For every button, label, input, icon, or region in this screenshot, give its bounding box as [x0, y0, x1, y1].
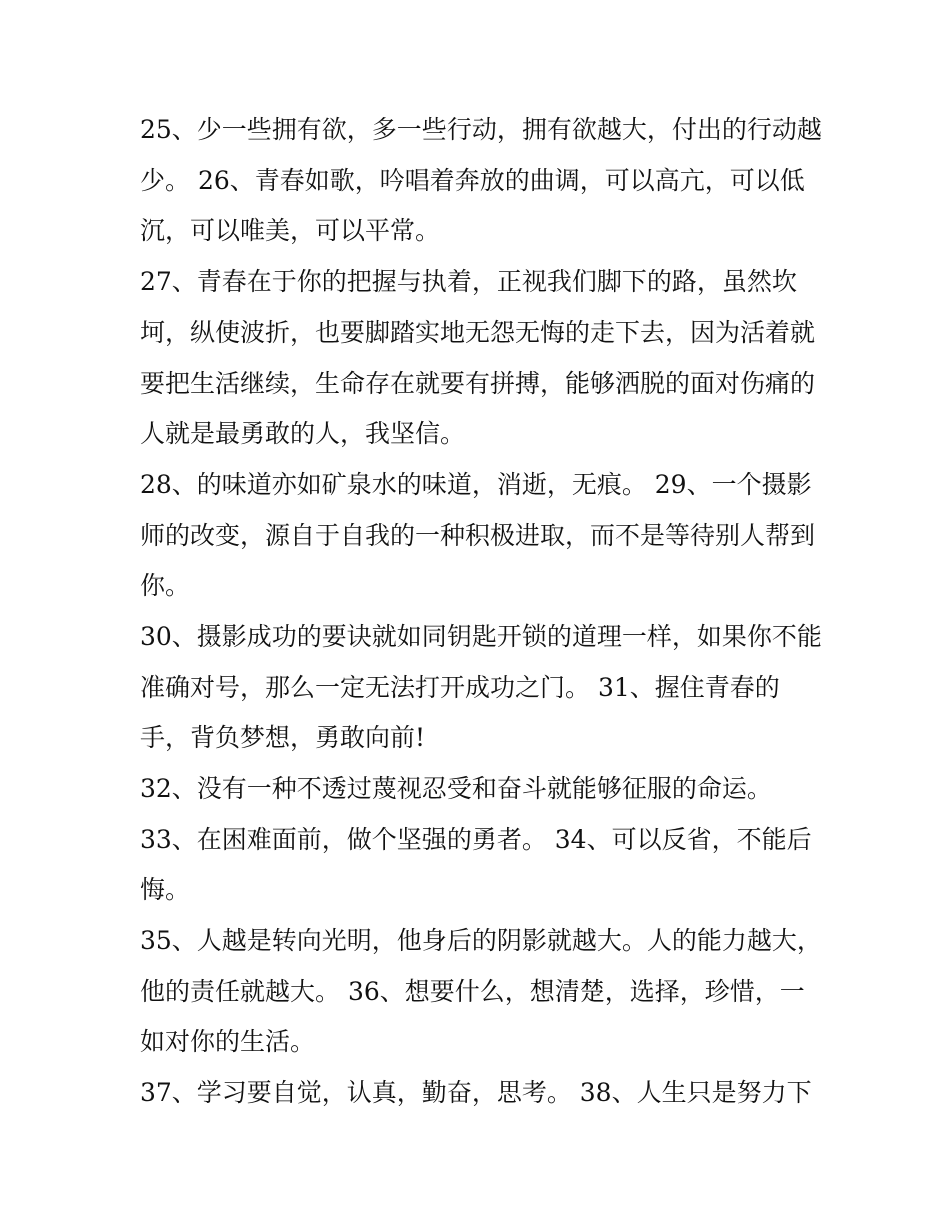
text-line: 35、人越是转向光明，他身后的阴影就越大。人的能力越大，: [140, 926, 822, 955]
text-line: 要把生活继续，生命存在就要有拼搏，能够洒脱的面对伤痛的: [140, 369, 816, 398]
text-line: 33、在困难面前，做个坚强的勇者。 34、可以反省，不能后: [140, 825, 812, 854]
text-line: 37、学习要自觉，认真，勤奋，思考。 38、人生只是努力下: [140, 1078, 812, 1107]
text-line: 手，背负梦想，勇敢向前!: [140, 723, 426, 752]
text-line: 30、摄影成功的要诀就如同钥匙开锁的道理一样，如果你不能: [140, 622, 822, 651]
text-line: 你。: [140, 571, 191, 600]
text-line: 他的责任就越大。 36、想要什么，想清楚，选择，珍惜，一: [140, 977, 805, 1006]
text-line: 沉，可以唯美，可以平常。: [140, 216, 441, 245]
text-line: 28、的味道亦如矿泉水的味道，消逝，无痕。 29、一个摄影: [140, 470, 812, 499]
text-line: 坷，纵使波折，也要脚踏实地无怨无悔的走下去，因为活着就: [140, 318, 816, 347]
text-line: 少。 26、青春如歌，吟唱着奔放的曲调，可以高亢，可以低: [140, 166, 805, 195]
text-line: 准确对号，那么一定无法打开成功之门。 31、握住青春的: [140, 673, 780, 702]
text-line: 25、少一些拥有欲，多一些行动，拥有欲越大，付出的行动越: [140, 115, 822, 144]
text-line: 27、青春在于你的把握与执着，正视我们脚下的路，虽然坎: [140, 267, 797, 296]
text-line: 如对你的生活。: [140, 1027, 316, 1056]
text-line: 32、没有一种不透过蔑视忍受和奋斗就能够征服的命运。: [140, 774, 772, 803]
text-line: 师的改变，源自于自我的一种积极进取，而不是等待别人帮到: [140, 521, 816, 550]
text-line: 悔。: [140, 875, 191, 904]
text-line: 人就是最勇敢的人，我坚信。: [140, 419, 466, 448]
